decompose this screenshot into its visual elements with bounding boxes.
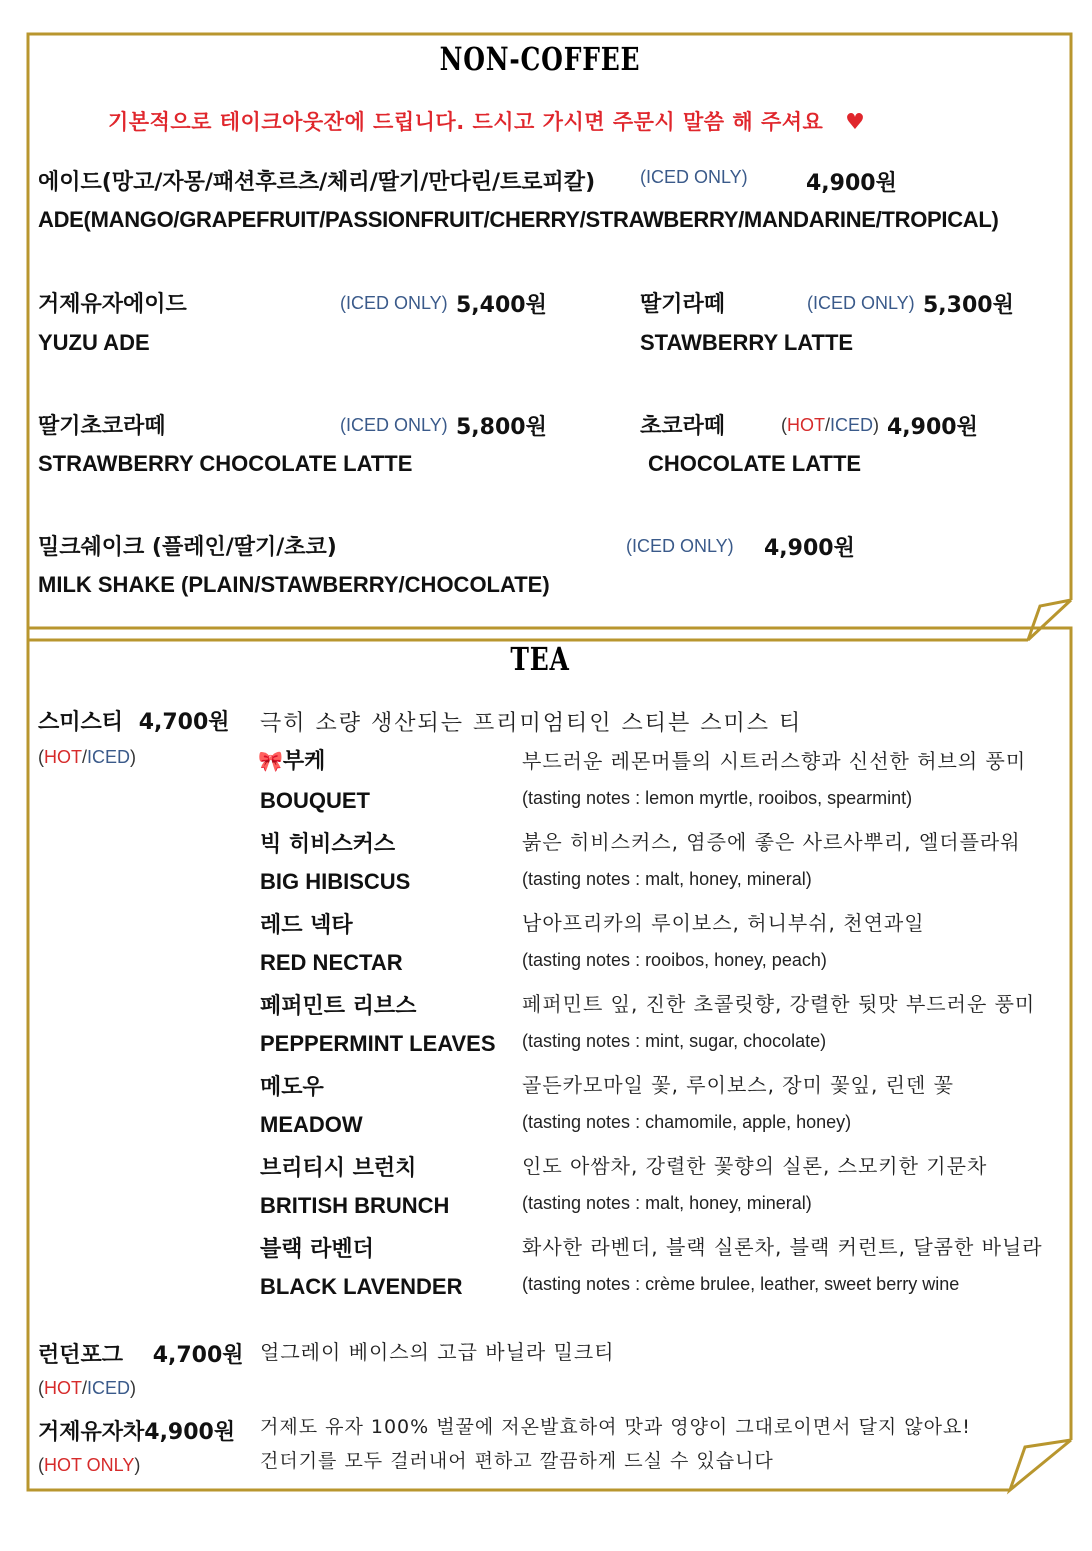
london-fog-name [38, 1338, 244, 1369]
tea-item-kr: 빅 히비스커스 [260, 832, 396, 857]
heart-icon: ♥ [845, 110, 866, 135]
tag-close: ) [130, 747, 137, 767]
strawberry-latte-name-kr: 딸기라떼 [640, 292, 726, 317]
noncoffee-title: NON-COFFEE [439, 40, 641, 78]
tea-item-en: MEADOW [260, 1112, 363, 1137]
noncoffee-curl [1028, 600, 1071, 640]
tea-item-notes: (tasting notes : malt, honey, mineral) [522, 869, 812, 889]
tea-item-desc: 페퍼민트 잎, 진한 초콜릿향, 강렬한 뒷맛 부드러운 풍미 [522, 992, 1036, 1016]
tea-item-en: BRITISH BRUNCH [260, 1193, 450, 1218]
tea-curl [1010, 1440, 1071, 1490]
tea-item-en: BLACK LAVENDER [260, 1274, 463, 1299]
milkshake-price: 4,900원 [764, 536, 855, 561]
tea-item-desc: 골든카모마일 꽃, 루이보스, 장미 꽃잎, 린덴 꽃 [522, 1073, 954, 1097]
tea-item-notes: (tasting notes : crème brulee, leather, sweet berry wine [522, 1274, 960, 1294]
tea-item-notes: (tasting notes : chamomile, apple, honey) [522, 1112, 852, 1132]
smith-name: 스미스티 [38, 710, 124, 735]
tag-slash: / [82, 1378, 88, 1398]
choco-latte-name-en: CHOCOLATE LATTE [648, 451, 862, 476]
yuzu-ade-name-kr: 거제유자에이드 [38, 292, 187, 317]
choco-latte-price: 4,900원 [887, 415, 978, 440]
tag-close: ) [130, 1378, 137, 1398]
ade-tag: (ICED ONLY) [640, 167, 748, 187]
tag-close: ) [134, 1455, 141, 1475]
ade-price: 4,900원 [806, 171, 897, 196]
tag-open: ( [38, 1378, 44, 1398]
yuja-tea-desc-2: 건더기를 모두 걸러내어 편하고 깔끔하게 드실 수 있습니다 [260, 1450, 774, 1472]
tea-item-desc: 붉은 히비스커스, 염증에 좋은 사르사뿌리, 엘더플라워 [522, 830, 1021, 854]
smith-intro: 극히 소량 생산되는 프리미엄티인 스티븐 스미스 티 [260, 711, 803, 736]
milkshake-name-kr: 밀크쉐이크 (플레인/딸기/초코) [38, 535, 337, 560]
tea-item-notes: (tasting notes : malt, honey, mineral) [522, 1193, 812, 1213]
tea-item-desc: 화사한 라벤더, 블랙 실론차, 블랙 커런트, 달콤한 바닐라 [522, 1235, 1043, 1259]
tag-slash: / [82, 747, 88, 767]
tag-close: ) [873, 415, 880, 435]
strawberry-latte-tag: (ICED ONLY) [807, 293, 915, 313]
tea-item-kr: 페퍼민트 리브스 [260, 994, 417, 1019]
tea-item-notes: (tasting notes : mint, sugar, chocolate) [522, 1031, 827, 1051]
bow-icon: 🎀 [258, 749, 283, 773]
tag-open: ( [38, 747, 44, 767]
ade-name-kr: 에이드(망고/자몽/패션후르츠/체리/딸기/만다린/트로피칼) [38, 170, 596, 195]
notice-text: 기본적으로 테이크아웃잔에 드립니다. 드시고 가시면 주문시 말씀 해 주셔요 [108, 110, 824, 134]
smith-tag [38, 747, 136, 768]
strawberry-choco-name-en: STRAWBERRY CHOCOLATE LATTE [38, 451, 413, 476]
london-fog-desc: 얼그레이 베이스의 고급 바닐라 밀크티 [260, 1340, 615, 1364]
yuja-tea-price: 4,900원 [144, 1420, 236, 1445]
tea-item-kr: 레드 넥타 [260, 913, 353, 938]
tea-item-desc: 인도 아쌈차, 강렬한 꽃향의 실론, 스모키한 기문차 [522, 1154, 988, 1178]
strawberry-latte-price: 5,300원 [923, 293, 1014, 318]
tea-item-desc: 부드러운 레몬머틀의 시트러스향과 신선한 허브의 풍미 [522, 749, 1027, 773]
yuzu-ade-tag: (ICED ONLY) [340, 293, 448, 313]
london-fog-kr: 런던포그 [38, 1343, 124, 1368]
yuja-tea-tag [38, 1455, 140, 1476]
tea-item-kr: 메도우 [260, 1075, 324, 1100]
yuja-tea-name [38, 1415, 235, 1446]
london-fog-price: 4,700원 [152, 1343, 244, 1368]
yuja-tea-kr: 거제유자차 [38, 1420, 145, 1445]
tag-iced: ICED [830, 415, 874, 435]
tea-item-notes: (tasting notes : rooibos, honey, peach) [522, 950, 827, 970]
tea-item-kr: 브리티시 브런치 [260, 1156, 417, 1181]
milkshake-name-en: MILK SHAKE (PLAIN/STAWBERRY/CHOCOLATE) [38, 572, 550, 597]
tea-item-en: BOUQUET [260, 788, 370, 813]
tea-item-bouquet [258, 744, 325, 775]
tag-hot: HOT [787, 415, 825, 435]
tea-item-kr: 블랙 라벤더 [260, 1237, 374, 1262]
smith-price: 4,700원 [138, 710, 230, 735]
choco-latte-name-kr: 초코라떼 [640, 414, 726, 439]
smith-tea-name [38, 705, 230, 736]
yuzu-ade-name-en: YUZU ADE [38, 330, 150, 355]
tag-iced: ICED [87, 1378, 131, 1398]
tag-slash: / [825, 415, 831, 435]
tag-open: ( [781, 415, 787, 435]
london-fog-tag [38, 1378, 136, 1399]
tea-item-desc: 남아프리카의 루이보스, 허니부쉬, 천연과일 [522, 911, 925, 935]
strawberry-choco-tag: (ICED ONLY) [340, 415, 448, 435]
yuzu-ade-price: 5,400원 [456, 293, 547, 318]
strawberry-choco-price: 5,800원 [456, 415, 547, 440]
tag-iced: ICED [87, 747, 131, 767]
tea-item-en: BIG HIBISCUS [260, 869, 411, 894]
tea-item-kr: 부케 [282, 749, 326, 774]
tea-title: TEA [510, 640, 570, 678]
strawberry-choco-name-kr: 딸기초코라떼 [38, 414, 166, 439]
choco-latte-tag [781, 415, 879, 436]
milkshake-tag: (ICED ONLY) [626, 536, 734, 556]
tea-item-notes: (tasting notes : lemon myrtle, rooibos, spearmint) [522, 788, 913, 808]
yuja-tea-desc-1: 거제도 유자 100% 벌꿀에 저온발효하여 맛과 영양이 그대로이면서 달지 않아요! [260, 1416, 971, 1438]
tag-hot: HOT ONLY [44, 1455, 135, 1475]
ade-name-en: ADE(MANGO/GRAPEFRUIT/PASSIONFRUIT/CHERRY/STRAWBERRY/MANDARINE/TROPICAL) [38, 207, 999, 232]
tag-hot: HOT [44, 1378, 82, 1398]
tag-open: ( [38, 1455, 44, 1475]
tag-hot: HOT [44, 747, 82, 767]
takeout-notice [108, 106, 865, 136]
strawberry-latte-name-en: STAWBERRY LATTE [640, 330, 854, 355]
tea-item-en: PEPPERMINT LEAVES [260, 1031, 496, 1056]
tea-item-en: RED NECTAR [260, 950, 403, 975]
